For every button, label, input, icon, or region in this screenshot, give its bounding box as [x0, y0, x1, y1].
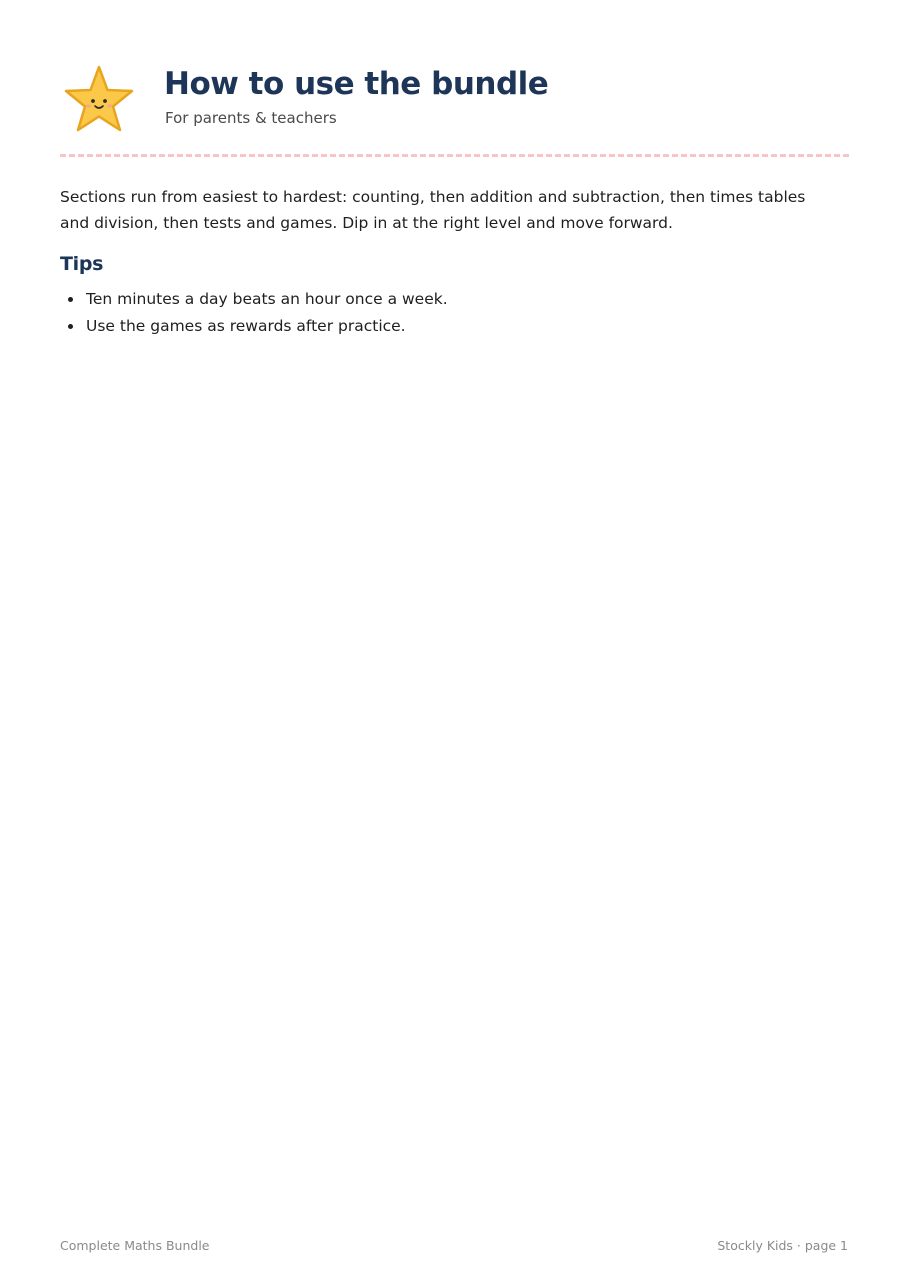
- intro-paragraph: Sections run from easiest to hardest: counting, then addition and subtraction, then times tables and division, then tests and games. Dip in at the right level and move forward.: [60, 188, 806, 232]
- footer-page-info: Stockly Kids · page 1: [717, 1238, 848, 1253]
- list-item: Ten minutes a day beats an hour once a week.: [60, 286, 448, 313]
- page-header: [62, 62, 849, 137]
- dashed-divider: [60, 154, 849, 157]
- list-item: Use the games as rewards after practice.: [60, 313, 448, 340]
- tips-list: [60, 286, 448, 340]
- smiling-star-icon: [62, 64, 136, 134]
- tips-heading: Tips: [60, 253, 104, 275]
- page-subtitle: For parents & teachers: [165, 109, 337, 127]
- page-title: How to use the bundle: [164, 66, 549, 102]
- footer-title: Complete Maths Bundle: [60, 1238, 210, 1253]
